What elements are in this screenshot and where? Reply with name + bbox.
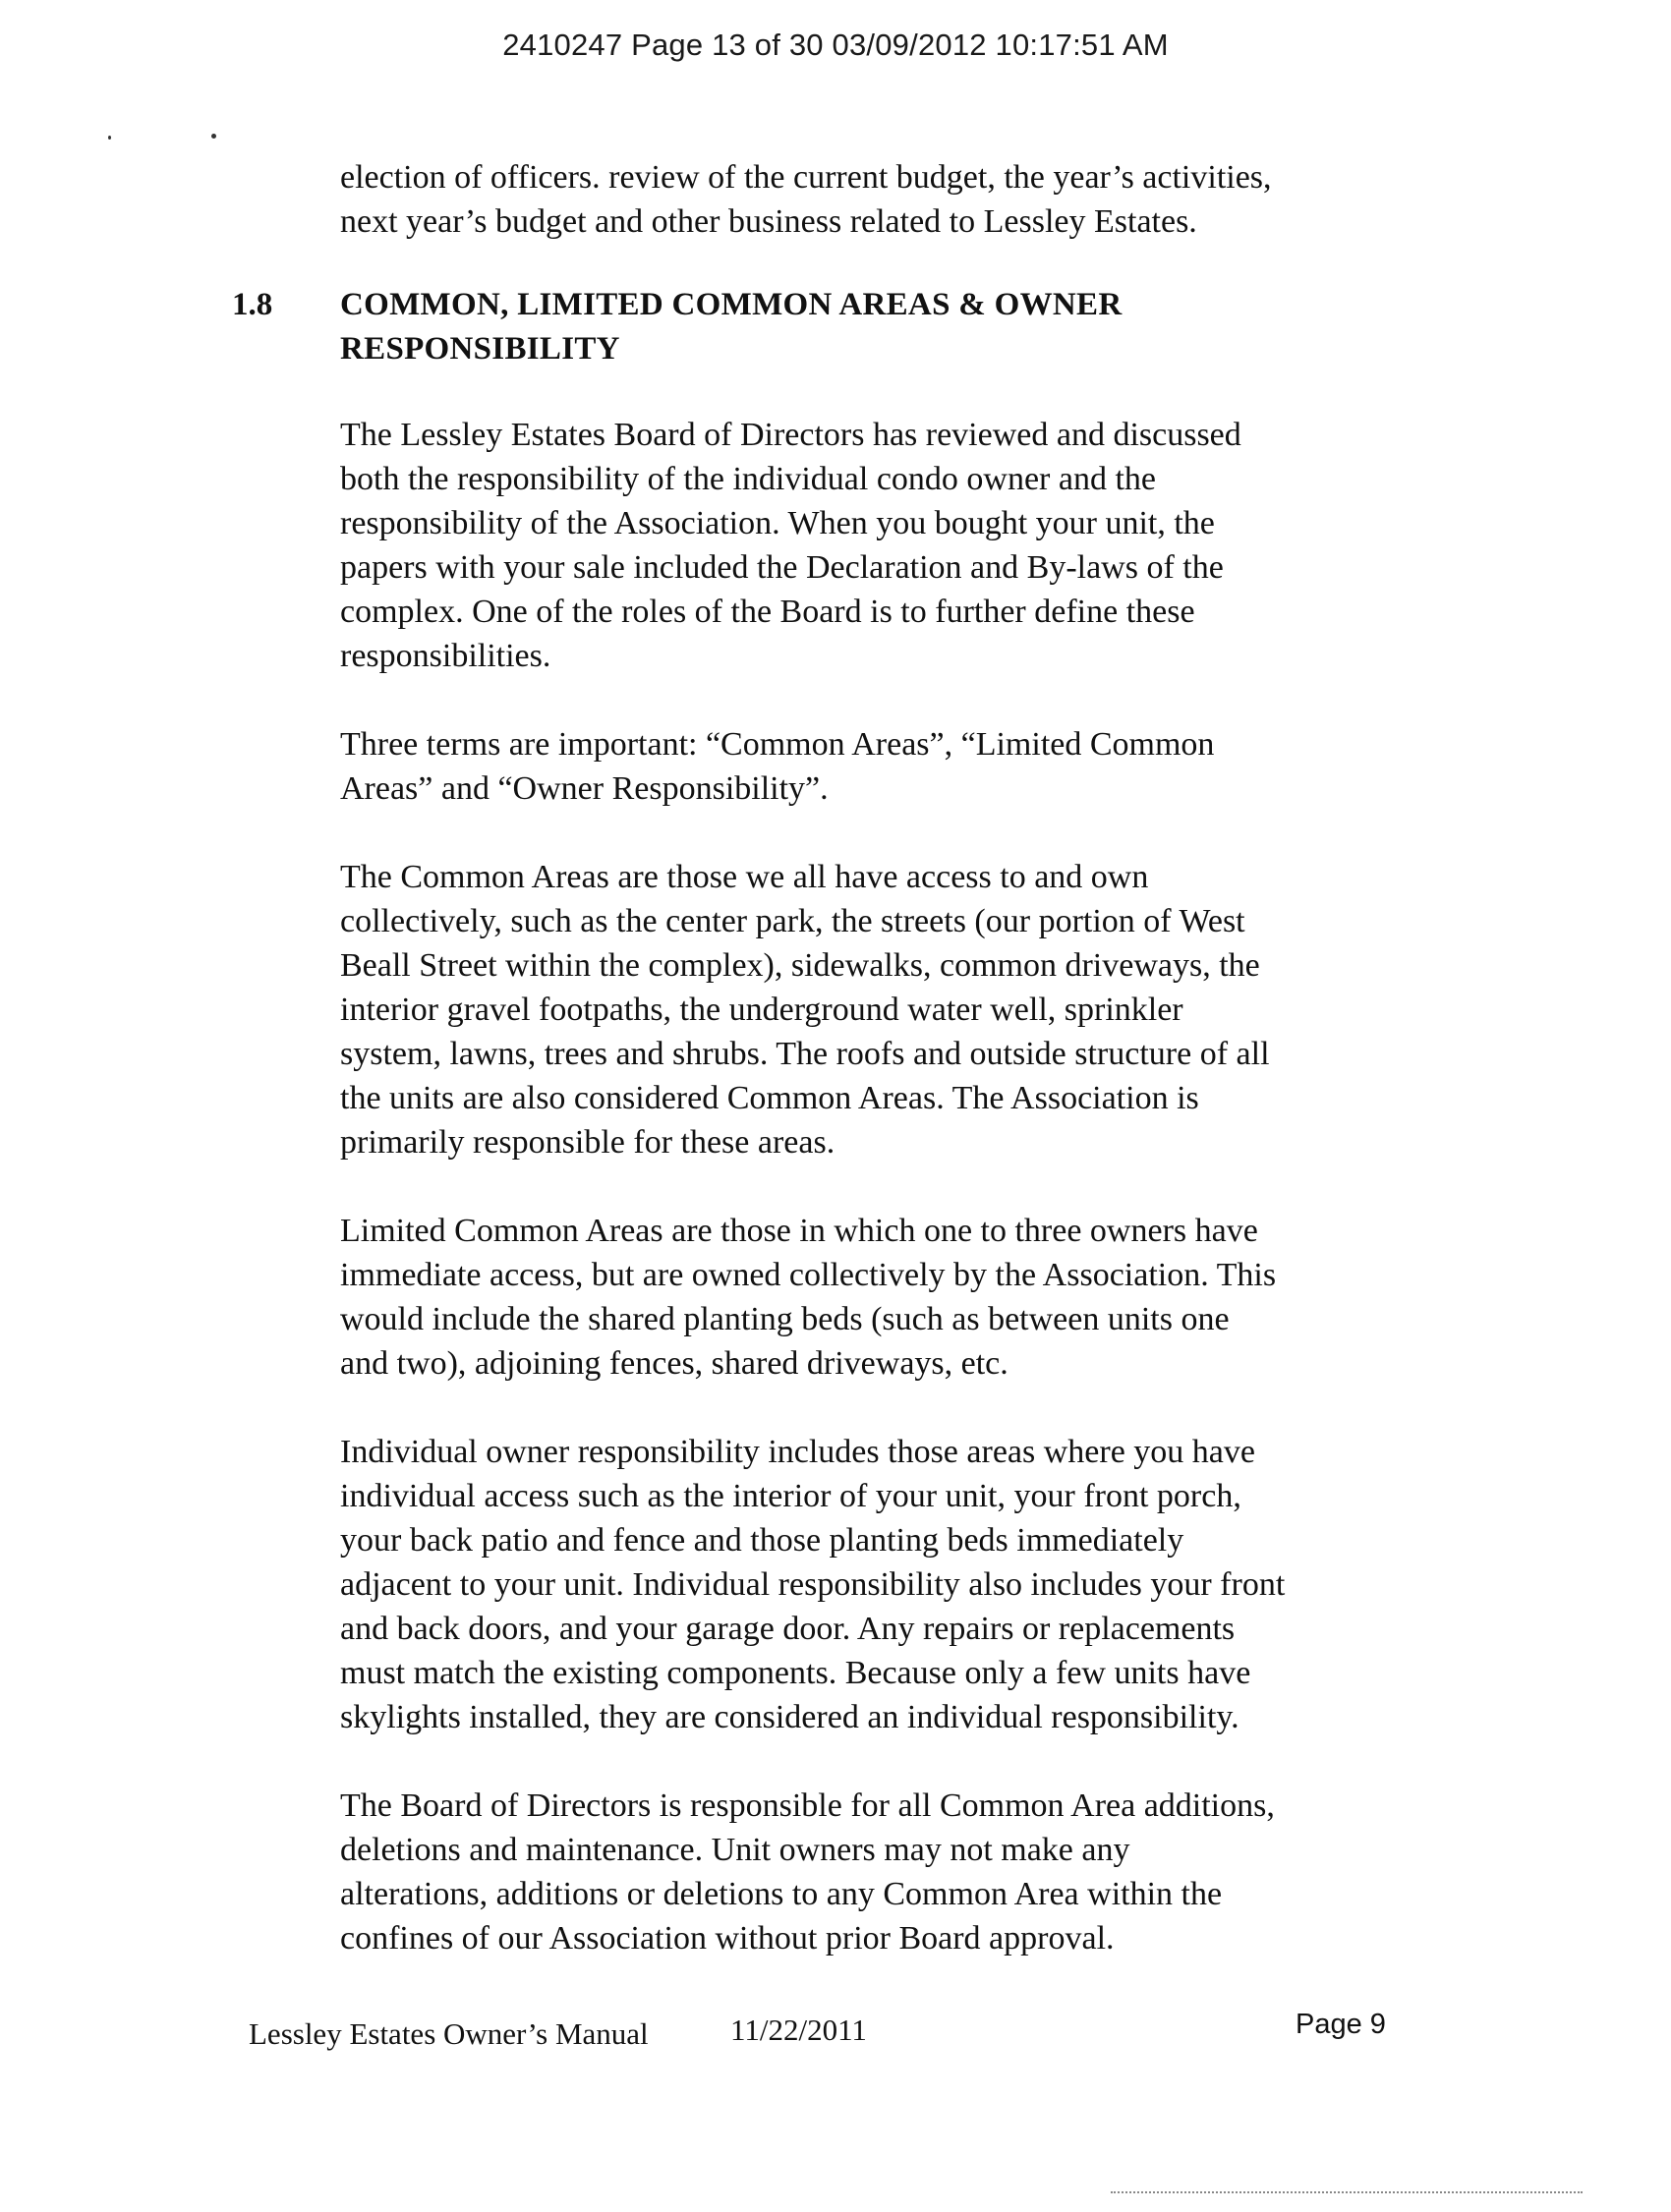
footer-page-number: Page 9 — [1296, 2009, 1386, 2040]
section-number: 1.8 — [232, 287, 273, 322]
section-title: COMMON, LIMITED COMMON AREAS & OWNER RESPONSIBILITY — [340, 287, 1123, 367]
paragraph-common-areas: The Common Areas are those we all have access to and own collectively, such as the center park, the streets (our portion of West Beall Street within the complex), sidewalks, common driveways, the interior gravel footpaths, the underground water well, sprinkler system, lawns, trees and shrubs. The roofs and outside structure of all the units are also considered Common Areas. The Association is primarily responsible for these areas. — [340, 859, 1270, 1161]
page-footer — [249, 2009, 1428, 2056]
intro-block — [340, 155, 1421, 244]
section-body — [340, 413, 1431, 1960]
scan-speck — [211, 134, 216, 139]
fax-header-stamp: 2410247 Page 13 of 30 03/09/2012 10:17:51 AM — [502, 28, 1169, 62]
paragraph-owner-responsibility: Individual owner responsibility includes those areas where you have individual access such as the interior of your unit, your front porch, your back patio and fence and those planting beds immediately adjacent to your unit. Individual responsibility also includes your front and back doors, and your garage door. Any repairs or replacements must match the existing components. Because only a few units have skylights installed, they are considered an individual responsibility. — [340, 1434, 1286, 1735]
footer-date: 11/22/2011 — [730, 2013, 867, 2047]
paragraph-board-review: The Lessley Estates Board of Directors has reviewed and discussed both the responsibility of the individual condo owner and the responsibility of the Association. When you bought your unit, the papers with your sale included the Declaration and By-laws of the complex. One of the roles of the Board is to further define these responsibilities. — [340, 417, 1241, 674]
footer-manual-title: Lessley Estates Owner’s Manual — [249, 2016, 649, 2051]
scan-speck — [108, 136, 111, 140]
paragraph-limited-common-areas: Limited Common Areas are those in which one to three owners have immediate access, but are owned collectively by the Association. This would include the shared planting beds (such as between units one and two), adjoining fences, shared driveways, etc. — [340, 1213, 1277, 1382]
scan-artifact-dots — [1111, 2191, 1583, 2196]
paragraph-board-approval: The Board of Directors is responsible for all Common Area additions, deletions and maintenance. Unit owners may not make any alterations, additions or deletions to any Common Area within the confines of our Association without prior Board approval. — [340, 1787, 1275, 1957]
paragraph-three-terms: Three terms are important: “Common Areas”, “Limited Common Areas” and “Owner Responsibility”. — [340, 726, 1215, 807]
intro-paragraph: election of officers. review of the current budget, the year’s activities, next year’s budget and other business related to Lessley Estates. — [340, 159, 1272, 240]
